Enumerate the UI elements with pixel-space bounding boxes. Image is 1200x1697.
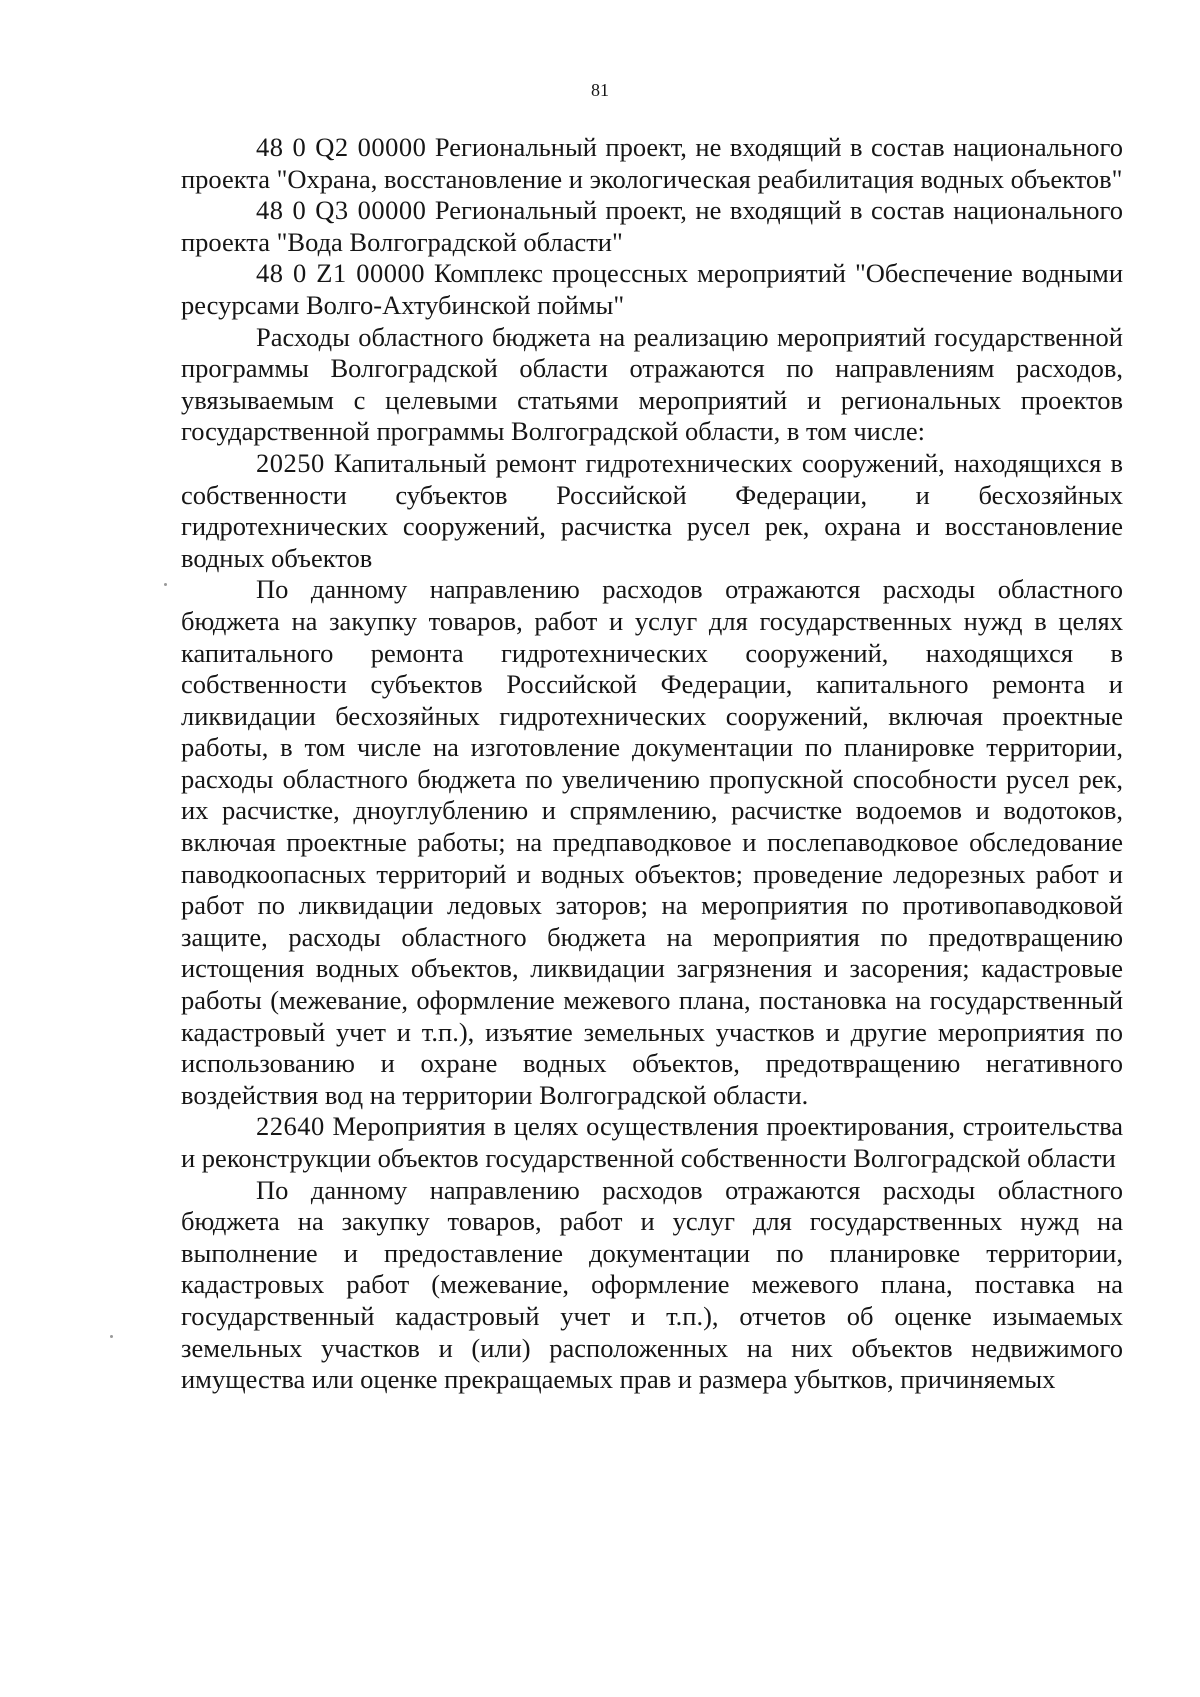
paragraph-text: Комплекс процессных мероприятий "Обеспечение водными ресурсами Волго-Ахтубинской поймы" [181, 258, 1123, 320]
paragraph-22640-description [181, 1175, 1123, 1396]
paragraph-text: Региональный проект, не входящий в состав национального проекта "Вода Волгоградской области" [181, 195, 1124, 257]
paragraph-code-22640 [181, 1111, 1123, 1174]
paragraph-code-48-0-q2 [181, 132, 1123, 195]
paragraph-text: Мероприятия в целях осуществления проектирования, строительства и реконструкции объектов государственной собственности Волгоградской области [181, 1111, 1124, 1173]
target-article-code: 48 0 Q2 00000 [256, 132, 427, 162]
paragraph-text: По данному направлению расходов отражаются расходы областного бюджета на закупку товаров, работ и услуг для государственных нужд на выполнение и предоставление документации по планировке территории, кадастровых работ (межевание, оформление межевого плана, поставка на государственный кадастровый учет и т.п.), отчетов об оценке изымаемых земельных участков и (или) расположенных на них объектов недвижимого имущества или оценке прекращаемых прав и размера убытков, причиняемых [181, 1174, 1123, 1395]
paragraph-text: Расходы областного бюджета на реализацию мероприятий государственной программы Волгоградской области отражаются по направлениям расходов, увязываемым с целевыми статьями мероприятий и региональных проектов государственной программы Волгоградской области, в том числе: [181, 321, 1123, 447]
paragraph-expenses-intro [181, 322, 1123, 448]
paragraph-text: Капитальный ремонт гидротехнических сооружений, находящихся в собственности субъектов Российской Федерации, и бесхозяйных гидротехнических сооружений, расчистка русел рек, охрана и восстановление водных объектов [181, 447, 1123, 573]
paragraph-text: Региональный проект, не входящий в состав национального проекта "Охрана, восстановление и экологическая реабилитация водных объектов" [181, 132, 1124, 194]
expense-direction-code: 22640 [256, 1111, 325, 1142]
target-article-code: 48 0 Q3 00000 [256, 195, 427, 226]
scan-dot-mark [110, 1335, 113, 1338]
document-body [181, 132, 1123, 1396]
expense-direction-code: 20250 [256, 447, 325, 478]
page-number: 81 [591, 80, 609, 100]
paragraph-code-48-0-z1 [181, 258, 1123, 321]
paragraph-code-20250 [181, 448, 1123, 574]
scan-dot-mark [164, 583, 167, 586]
target-article-code: 48 0 Z1 00000 [256, 258, 426, 289]
paragraph-code-48-0-q3 [181, 195, 1123, 258]
paragraph-20250-description [181, 574, 1123, 1111]
paragraph-text: По данному направлению расходов отражаются расходы областного бюджета на закупку товаров, работ и услуг для государственных нужд в целях капитального ремонта гидротехнических сооружений, находящихся в собственности субъектов Российской Федерации, капитального ремонта и ликвидации бесхозяйных гидротехнических сооружений, включая проектные работы, в том числе на изготовление документации по планировке территории, расходы областного бюджета по увеличению пропускной способности русел рек, их расчистке, дноуглублению и спрямлению, расчистке водоемов и водотоков, включая проектные работы; на предпаводковое и послепаводковое обследование паводкоопасных территорий и водных объектов; проведение ледорезных работ и работ по ликвидации ледовых заторов; на мероприятия по противопаводковой защите, расходы областного бюджета на мероприятия по предотвращению истощения водных объектов, ликвидации загрязнения и засорения; кадастровые работы (межевание, оформление межевого плана, постановка на государственный кадастровый учет и т.п.), изъятие земельных участков и другие мероприятия по использованию и охране водных объектов, предотвращению негативного воздействия вод на территории Волгоградской области. [181, 574, 1123, 1110]
